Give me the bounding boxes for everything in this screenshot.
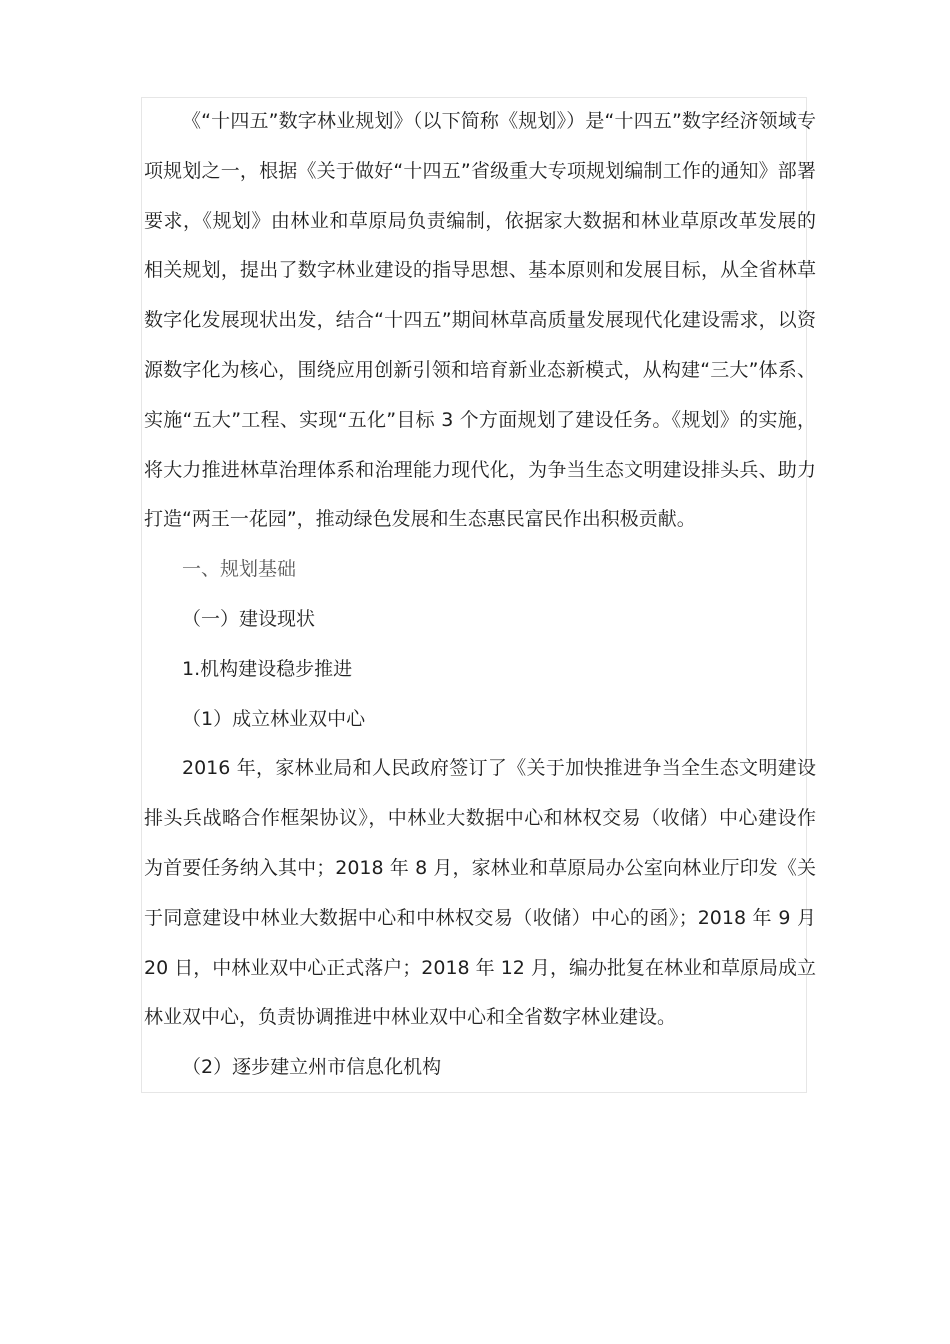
sub-item-heading: （2）逐步建立州市信息化机构 — [182, 1056, 442, 1079]
section-heading: 一、规划基础 — [182, 558, 297, 581]
sub-item-heading: （1）成立林业双中心 — [182, 707, 366, 730]
item-heading: 1.机构建设稳步推进 — [182, 657, 353, 680]
document-body — [144, 97, 816, 1093]
subsection-heading: （一）建设现状 — [182, 607, 316, 630]
intro-paragraph: 《“十四五”数字林业规划》（以下简称《规划》）是“十四五”数字经济领域专项规划之一，根据《关于做好“十四五”省级重大专项规划编制工作的通知》部署要求，《规划》由林业和草原局负责编制，依据家大数据和林业草原改革发展的相关规划，提出了数字林业建设的指导思想、基本原则和发展目标，从全省林草数字化发展现状出发，结合“十四五”期间林草高质量发展现代化建设需求，以资源数字化为核心，围绕应用创新引领和培育新业态新模式，从构建“三大”体系、实施“五大”工程、实现“五化”目标 3 个方面规划了建设任务。《规划》的实施，将大力推进林草治理体系和治理能力现代化，为争当生态文明建设排头兵、助力打造“两王一花园”，推动绿色发展和生态惠民富民作出积极贡献。 — [144, 110, 816, 531]
body-paragraph: 2016 年，家林业局和人民政府签订了《关于加快推进争当全生态文明建设排头兵战略合作框架协议》，中林业大数据中心和林权交易（收储）中心建设作为首要任务纳入其中；2018 年 8 月，家林业和草原局办公室向林业厅印发《关于同意建设中林业大数据中心和中林权交易（收储）中心的函》；2018 年 9 月 20 日，中林业双中心正式落户；2018 年 12 月，编办批复在林业和草原局成立林业双中心，负责协调推进中林业双中心和全省数字林业建设。 — [144, 757, 816, 1029]
